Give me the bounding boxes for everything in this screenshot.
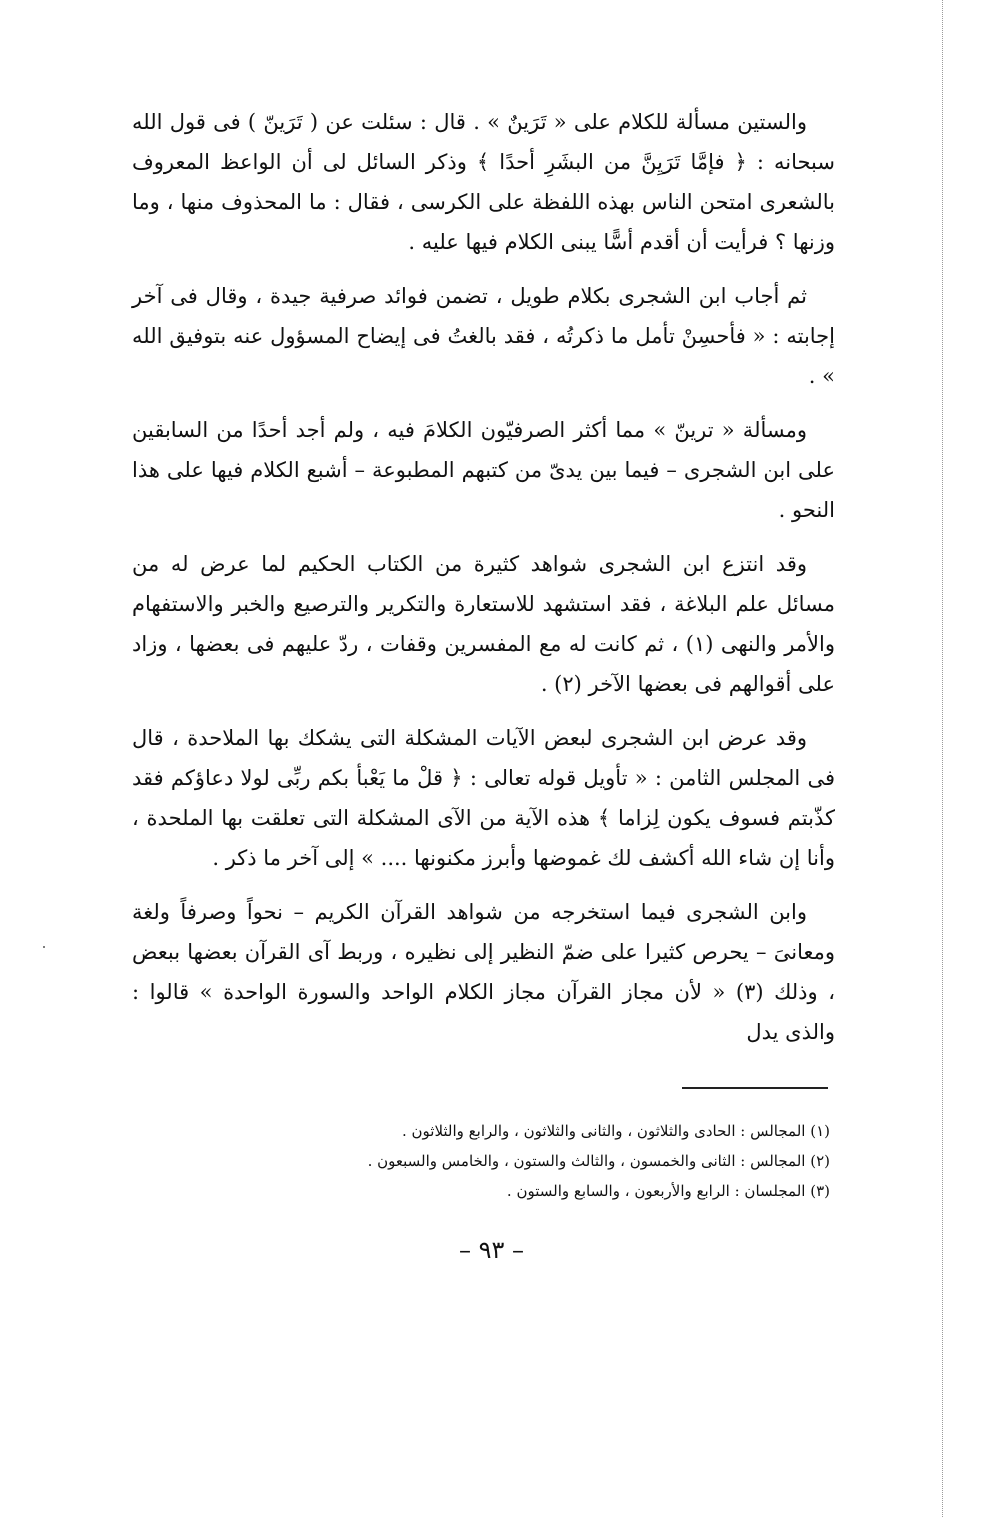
footnotes <box>250 1116 830 1206</box>
scan-speck <box>43 946 45 948</box>
paragraph-1: والستين مسألة للكلام على « تَرَينٌ » . قال : سئلت عن ( تَرَينّ ) فى قول الله سبحانه : ﴿ فإمَّا تَرَيِنَّ من البشَرِ أحدًا ﴾ وذكر السائل لى أن الواعظ المعروف بالشعرى امتحن الناس بهذه اللفظة على الكرسى ، فقال : ما المحذوف منها ، وما وزنها ؟ فرأيت أن أقدم أسًّا يبنى الكلام فيها عليه . <box>132 110 835 254</box>
paragraph-4: وقد انتزع ابن الشجرى شواهد كثيرة من الكتاب الحكيم لما عرض له من مسائل علم البلاغة ، فقد استشهد للاستعارة والتكرير والترصيع والخبر والاستفهام والأمر والنهى (١) ، ثم كانت له مع المفسرين وقفات ، ردّ عليهم فى بعضها ، وزاد على أقوالهم فى بعضها الآخر (٢) . <box>132 552 835 696</box>
paragraph-3: ومسألة « ترينّ » مما أكثر الصرفيّون الكلامَ فيه ، ولم أجد أحدًا من السابقين على ابن الشجرى – فيما بين يدىّ من كتبهم المطبوعة – أشبع الكلام فيها على هذا النحو . <box>132 418 835 522</box>
scan-edge-line <box>942 0 943 1517</box>
footnote-3: (٣) المجلسان : الرابع والأربعون ، والسابع والستون . <box>506 1182 830 1200</box>
footnote-2: (٢) المجالس : الثانى والخمسون ، والثالث والستون ، والخامس والسبعون . <box>367 1152 830 1170</box>
paragraph-2: ثم أجاب ابن الشجرى بكلام طويل ، تضمن فوائد صرفية جيدة ، وقال فى آخر إجابته : « فأحسِنْ تأمل ما ذكرتُه ، فقد بالغتُ فى إيضاح المسؤول عنه بتوفيق الله » . <box>132 284 835 388</box>
footnote-separator <box>682 1087 828 1089</box>
paragraph-5: وقد عرض ابن الشجرى لبعض الآيات المشكلة التى يشكك بها الملاحدة ، قال فى المجلس الثامن : « تأويل قوله تعالى : ﴿ قلْ ما يَعْبأ بكم ربِّى لولا دعاؤكم فقد كذّبتم فسوف يكون لِزاما ﴾ هذه الآية من الآى المشكلة التى تعلقت بها الملحدة ، وأنا إن شاء الله أكشف لك غموضها وأبرز مكنونها .... » إلى آخر ما ذكر . <box>132 726 835 870</box>
page-number: – ٩٣ – <box>458 1236 525 1264</box>
body-text <box>132 102 835 1066</box>
paragraph-6: وابن الشجرى فيما استخرجه من شواهد القرآن الكريم – نحواً وصرفاً ولغة ومعانىَ – يحرص كثيرا على ضمّ النظير إلى نظيره ، وربط آى القرآن بعضها ببعض ، وذلك (٣) « لأن مجاز القرآن مجاز الكلام الواحد والسورة الواحدة » قالوا : والذى يدل <box>132 900 835 1044</box>
footnote-1: (١) المجالس : الحادى والثلاثون ، والثانى والثلاثون ، والرابع والثلاثون . <box>401 1122 830 1140</box>
